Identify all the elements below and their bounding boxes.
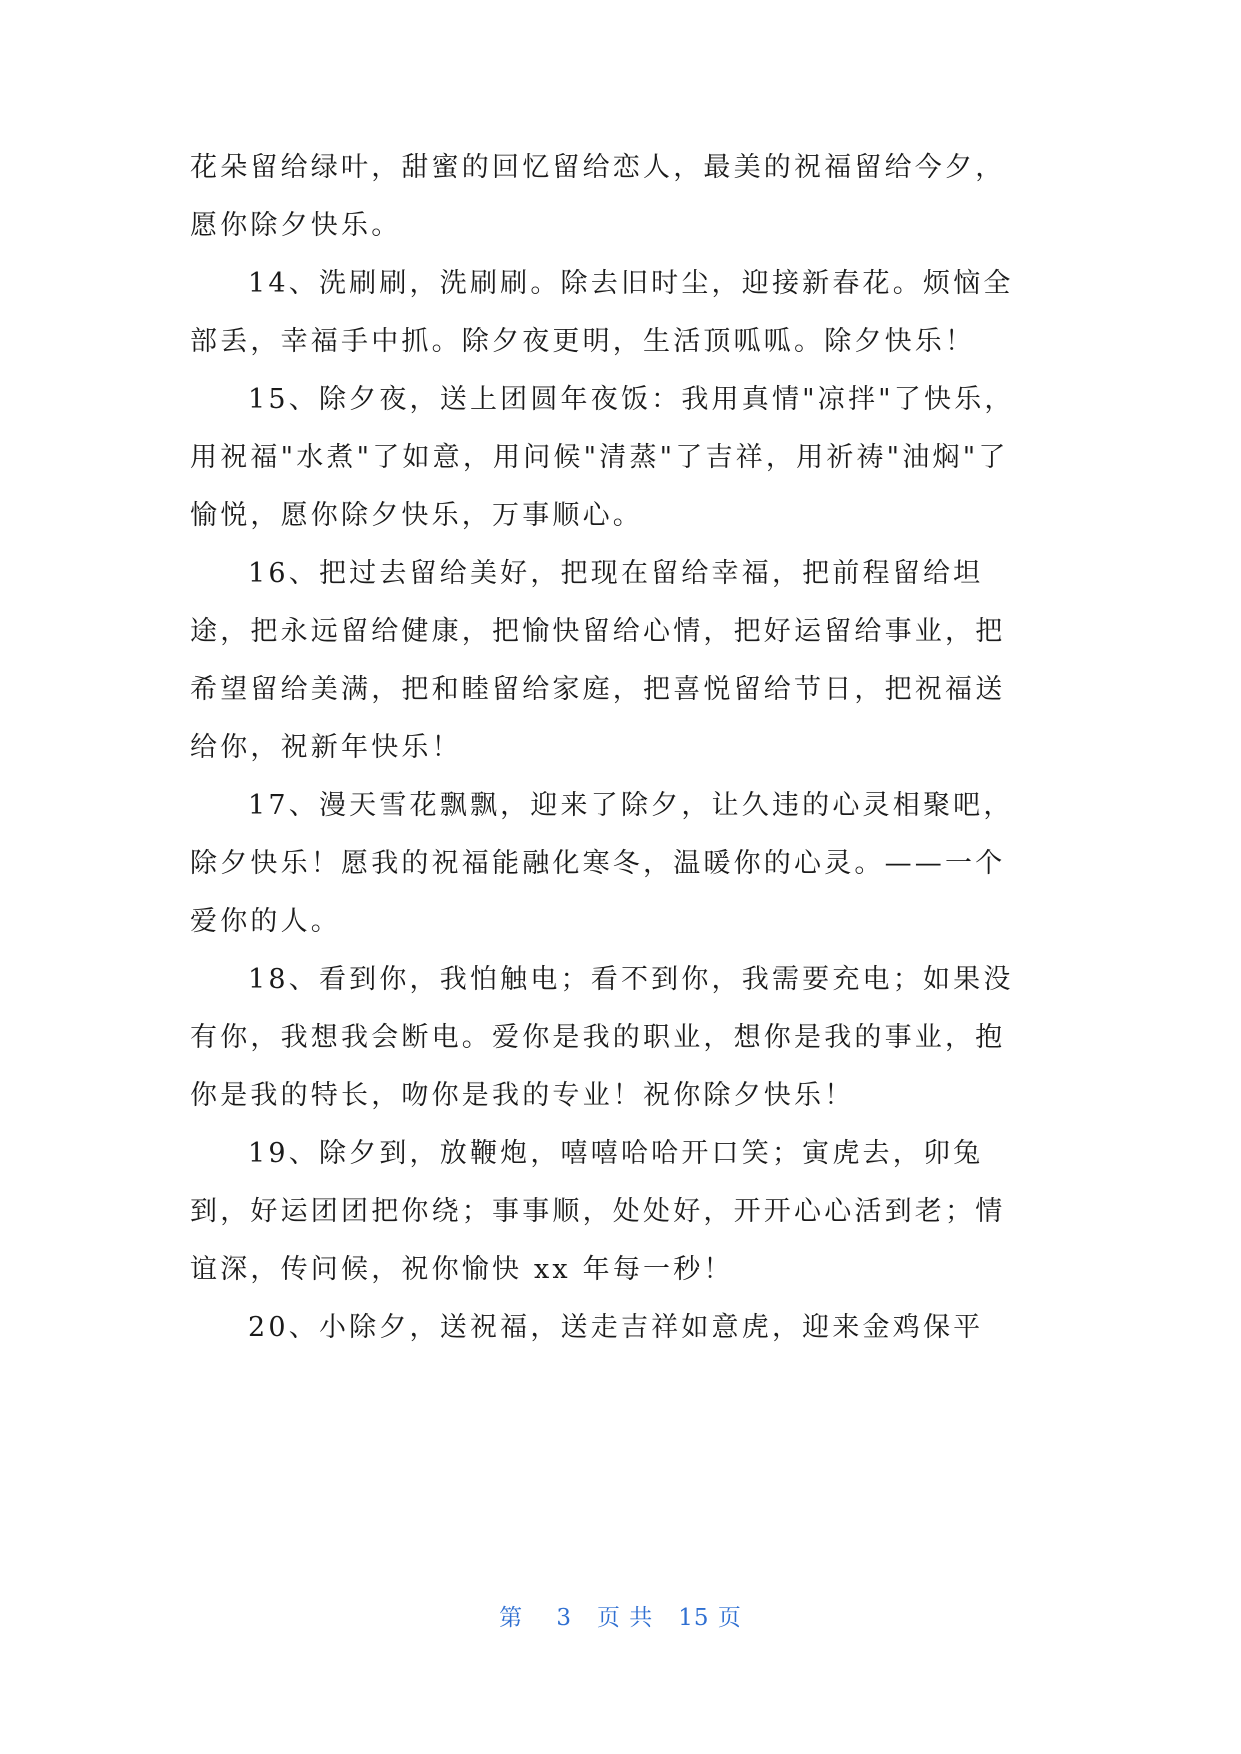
text-line: 愿你除夕快乐。 (190, 210, 402, 241)
text-line: 除夕快乐！愿我的祝福能融化寒冬，温暖你的心灵。——一个 (190, 848, 1006, 879)
text-line: 16、把过去留给美好，把现在留给幸福，把前程留给坦 (248, 558, 984, 589)
text-line: 19、除夕到，放鞭炮，嘻嘻哈哈开口笑；寅虎去，卯兔 (248, 1138, 984, 1169)
page-footer (0, 1604, 1241, 1632)
text-line: 15、除夕夜，送上团圆年夜饭：我用真情"凉拌"了快乐， (248, 384, 1015, 415)
text-line: 17、漫天雪花飘飘，迎来了除夕，让久违的心灵相聚吧， (248, 790, 1014, 821)
text-line: 谊深，传问候，祝你愉快 xx 年每一秒！ (190, 1254, 734, 1285)
text-line: 用祝福"水煮"了如意，用问候"清蒸"了吉祥，用祈祷"油焖"了 (190, 442, 1009, 473)
text-line: 到，好运团团把你绕；事事顺，处处好，开开心心活到老；情 (190, 1196, 1006, 1227)
text-line: 20、小除夕，送祝福，送走吉祥如意虎，迎来金鸡保平 (248, 1312, 984, 1343)
text-line: 你是我的特长，吻你是我的专业！祝你除夕快乐！ (190, 1080, 855, 1111)
text-line: 爱你的人。 (190, 906, 341, 937)
text-line: 途，把永远留给健康，把愉快留给心情，把好运留给事业，把 (190, 616, 1006, 647)
text-line: 有你，我想我会断电。爱你是我的职业，想你是我的事业，抱 (190, 1022, 1006, 1053)
text-line: 愉悦，愿你除夕快乐，万事顺心。 (190, 500, 643, 531)
footer-current-page: 3 (556, 1605, 573, 1631)
text-line: 给你，祝新年快乐！ (190, 732, 462, 763)
text-line: 希望留给美满，把和睦留给家庭，把喜悦留给节日，把祝福送 (190, 674, 1006, 705)
text-line: 14、洗刷刷，洗刷刷。除去旧时尘，迎接新春花。烦恼全 (248, 268, 1014, 299)
footer-prefix: 第 (499, 1605, 524, 1631)
text-line: 花朵留给绿叶，甜蜜的回忆留给恋人，最美的祝福留给今夕， (190, 152, 1006, 183)
footer-suffix: 页 (717, 1605, 742, 1631)
footer-total-pages: 15 (678, 1605, 710, 1631)
text-line: 18、看到你，我怕触电；看不到你，我需要充电；如果没 (248, 964, 1014, 995)
footer-middle: 页 共 (596, 1605, 654, 1631)
text-line: 部丢，幸福手中抓。除夕夜更明，生活顶呱呱。除夕快乐！ (190, 326, 976, 357)
